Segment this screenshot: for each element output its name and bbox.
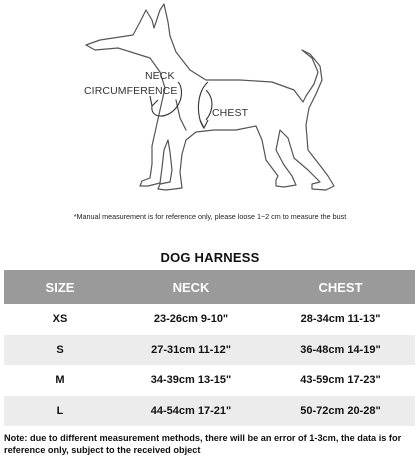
table-row (4, 335, 415, 366)
size-cell: XS (4, 304, 116, 335)
chest-cell: 28-34cm 11-13" (266, 304, 415, 335)
chest-cell: 43-59cm 17-23" (266, 365, 415, 396)
neck-cell: 34-39cm 13-15" (116, 365, 266, 396)
header-chest: CHEST (266, 270, 415, 304)
dog-outline-hind (256, 125, 334, 190)
chest-measure-arc (198, 82, 208, 128)
measurement-note: *Manual measurement is for reference only, please loose 1~2 cm to measure the bust (73, 212, 347, 221)
chest-cell: 50-72cm 20-28" (266, 396, 415, 427)
table-header-row (4, 270, 415, 304)
table-row (4, 304, 415, 335)
size-chart-table (4, 270, 415, 426)
neck-cell: 27-31cm 11-12" (116, 335, 266, 366)
size-cell: S (4, 335, 116, 366)
circumference-label: CIRCUMFERENCE (84, 85, 178, 97)
disclaimer-note: Note: due to different measurement methods, there will be an error of 1-3cm, the data is for reference only, subject to the received object (4, 433, 402, 455)
size-cell: L (4, 396, 116, 427)
table-row (4, 396, 415, 427)
dog-outline-upper (86, 4, 322, 125)
table-title: DOG HARNESS (160, 250, 260, 265)
dog-outline-belly (186, 126, 256, 140)
chest-cell: 36-48cm 14-19" (266, 335, 415, 366)
dog-outline-front (140, 110, 186, 190)
size-cell: M (4, 365, 116, 396)
neck-cell: 44-54cm 17-21" (116, 396, 266, 427)
table-row (4, 365, 415, 396)
dog-silhouette-illustration (0, 0, 420, 205)
header-size: SIZE (4, 270, 116, 304)
header-neck: NECK (116, 270, 266, 304)
neck-cell: 23-26cm 9-10" (116, 304, 266, 335)
neck-label: NECK (145, 70, 175, 82)
chest-label: CHEST (212, 107, 249, 119)
dog-measurement-diagram (0, 0, 420, 205)
